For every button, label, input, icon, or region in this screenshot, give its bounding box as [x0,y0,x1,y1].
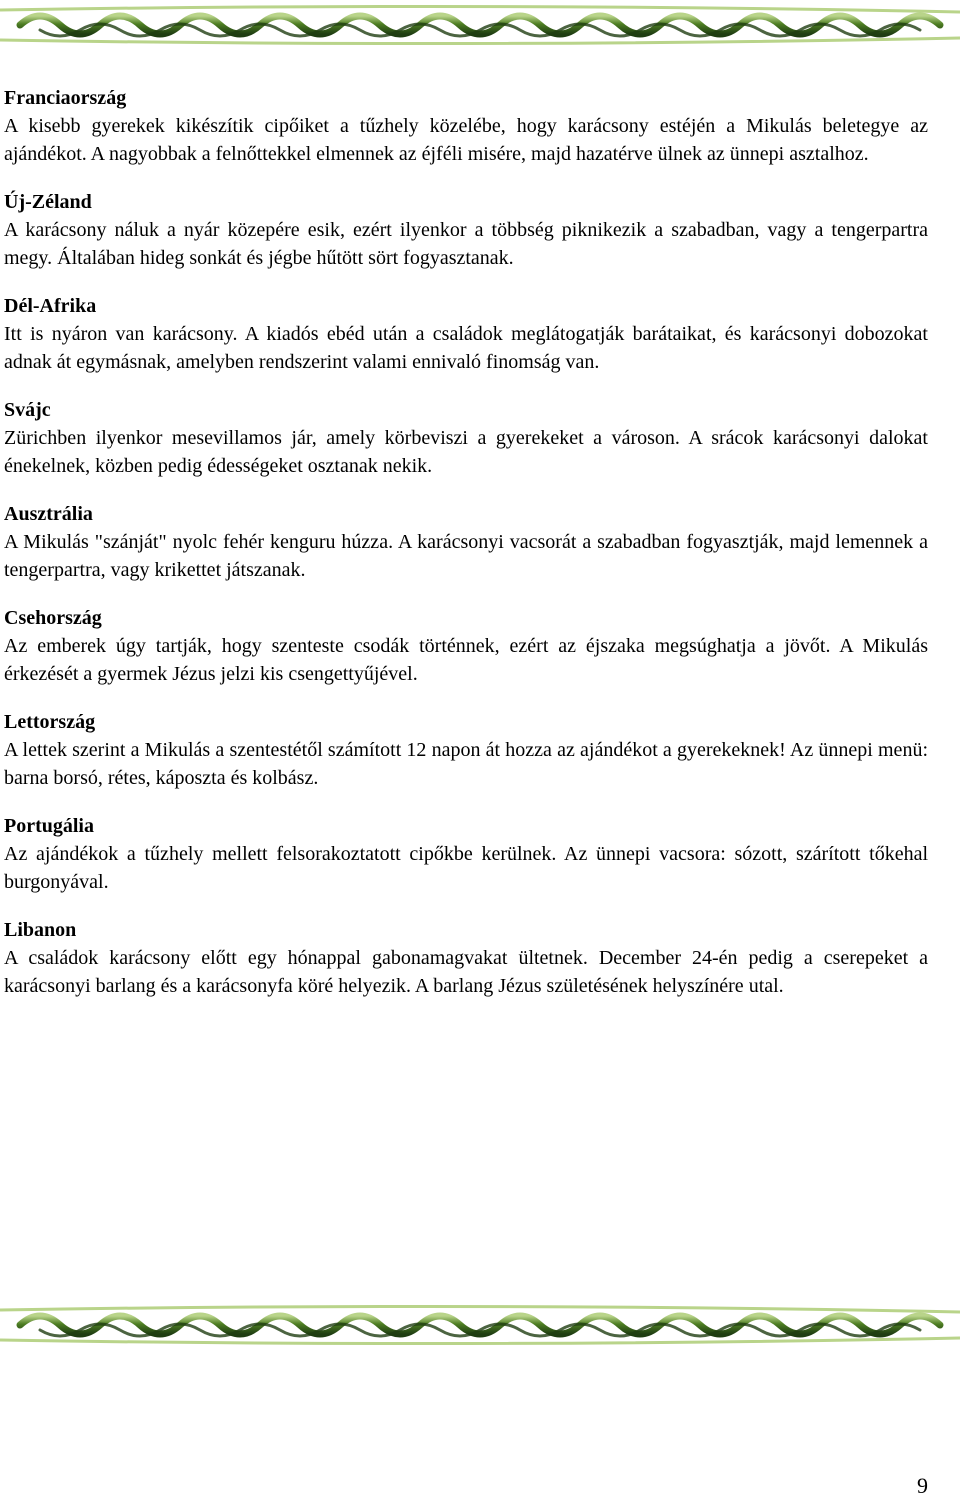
section-heading: Csehország [4,607,102,629]
bottom-ornament-border [0,1300,960,1360]
section-text: Az ajándékok a tűzhely mellett felsorakoztatott cipőkbe kerülnek. Az ünnepi vacsora: sózott, szárított tőkehal burgonyával. [4,843,928,893]
section-heading: Dél-Afrika [4,295,97,317]
section-heading: Portugália [4,815,94,837]
page-number: 9 [917,1473,928,1498]
section-heading: Libanon [4,919,77,941]
section-lebanon [4,916,928,1000]
section-australia [4,500,928,584]
section-heading: Ausztrália [4,503,93,525]
section-text: A kisebb gyerekek kikészítik cipőiket a tűzhely közelébe, hogy karácsony estéjén a Mikulás beletegye az ajándékot. A nagyobbak a felnőttekkel elmennek az éjféli misére, majd hazatérve ülnek az ünnepi asztalhoz. [4,115,928,165]
section-text: Zürichben ilyenkor mesevillamos jár, amely körbeviszi a gyerekeket a városon. A srácok karácsonyi dalokat énekelnek, közben pedig édességeket osztanak nekik. [4,427,928,477]
section-text: A Mikulás "szánját" nyolc fehér kenguru húzza. A karácsonyi vacsorát a szabadban fogyasztják, majd lemennek a tengerpartra, vagy krikettet játszanak. [4,531,928,581]
section-switzerland [4,396,928,480]
section-heading: Lettország [4,711,96,733]
section-france [4,84,928,168]
section-text: Itt is nyáron van karácsony. A kiadós ebéd után a családok meglátogatják barátaikat, és karácsonyi dobozokat adnak át egymásnak, amelyben rendszerint valami ennivaló finomság van. [4,323,928,373]
section-new-zealand [4,188,928,272]
section-text: A karácsony náluk a nyár közepére esik, ezért ilyenkor a többség piknikezik a szabadban, vagy a tengerpartra megy. Általában hideg sonkát és jégbe hűtött sört fogyasztanak. [4,219,928,269]
section-heading: Franciaország [4,87,127,109]
section-text: A lettek szerint a Mikulás a szentestétől számított 12 napon át hozza az ajándékot a gyerekeknek! Az ünnepi menü: barna borsó, rétes, káposzta és kolbász. [4,739,928,789]
section-latvia [4,708,928,792]
section-heading: Svájc [4,399,51,421]
section-portugal [4,812,928,896]
section-heading: Új-Zéland [4,191,92,213]
section-text: Az emberek úgy tartják, hogy szenteste csodák történnek, ezért az éjszaka megsúghatja a jövőt. A Mikulás érkezését a gyermek Jézus jelzi kis csengettyűjével. [4,635,928,685]
top-ornament-border [0,0,960,60]
section-czech-republic [4,604,928,688]
section-text: A családok karácsony előtt egy hónappal gabonamagvakat ültetnek. December 24-én pedig a cserepeket a karácsonyi barlang és a karácsonyfa köré helyezik. A barlang Jézus születésének helyszínére utal. [4,947,928,997]
document-body [4,84,928,1020]
section-south-africa [4,292,928,376]
